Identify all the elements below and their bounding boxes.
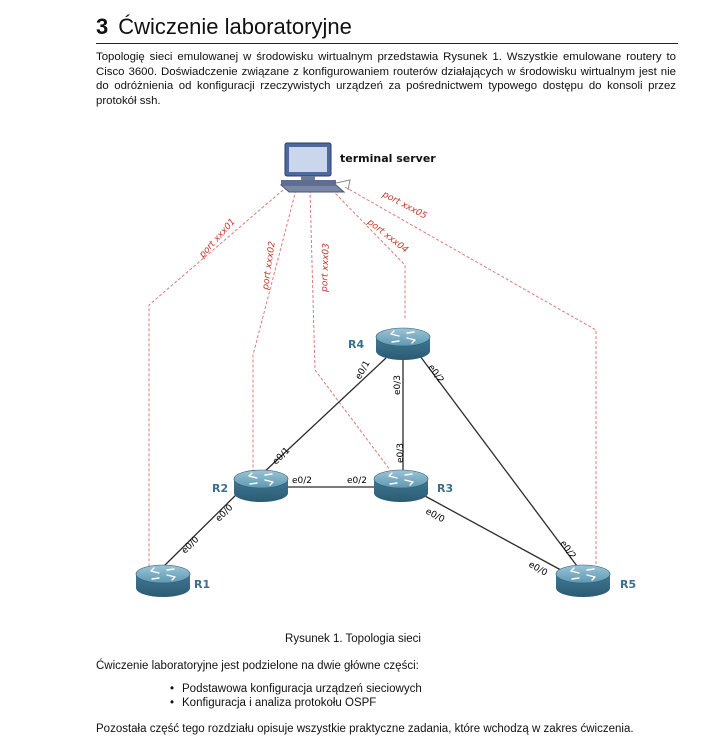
- link-r1-r2: [162, 486, 245, 568]
- router-r5-label: R5: [620, 578, 637, 591]
- router-r3-label: R3: [437, 482, 454, 495]
- parts-list: [168, 682, 422, 710]
- section-title: Ćwiczenie laboratoryjne: [118, 14, 352, 39]
- port-label-04: port xxx04: [365, 217, 410, 256]
- section-number: 3: [96, 14, 109, 39]
- router-r4-label: R4: [348, 338, 365, 351]
- section-heading: [96, 14, 678, 44]
- intro-paragraph: Topologię sieci emulowanej w środowisku wirtualnym przedstawia Rysunek 1. Wszystkie emulowane routery to Cisco 3600. Doświadczenie związane z konfigurowaniem routerów działających w środowisku wirtualnym jest nie do odróżnienia od konfiguracji rzeczywistych urządzeń za pośrednictwem typowego dostępu do konsoli przez protokół ssh.: [96, 51, 676, 107]
- router-r5-icon: [556, 565, 610, 597]
- if-label-r3-e00: e0/0: [423, 506, 446, 526]
- link-r4-r5: [420, 356, 580, 570]
- closing-paragraph: Pozostała część tego rozdziału opisuje wszystkie praktyczne zadania, które wchodzą w zakres ćwiczenia.: [96, 723, 634, 735]
- console-line-r2: [253, 190, 296, 475]
- if-label-r2-e00: e0/0: [214, 502, 236, 525]
- if-label-r1-e00: e0/0: [180, 534, 202, 557]
- if-label-r2-e01: e0/1: [271, 445, 293, 468]
- if-label-r2-e02: e0/2: [292, 476, 313, 486]
- port-label-02: port xxx02: [261, 240, 278, 291]
- link-r3-r5: [425, 496, 570, 575]
- console-line-r4: [332, 190, 405, 320]
- figure-caption: Rysunek 1. Topologia sieci: [285, 633, 421, 645]
- if-label-r3-e03: e0/3: [396, 442, 406, 463]
- if-label-r4-e03: e0/3: [393, 374, 403, 395]
- network-topology-figure: [0, 130, 706, 610]
- parts-intro: Ćwiczenie laboratoryjne jest podzielone na dwie główne części:: [96, 660, 419, 672]
- router-r4-icon: [376, 328, 430, 360]
- if-label-r3-e02: e0/2: [347, 476, 368, 486]
- list-item: • Konfiguracja i analiza protokołu OSPF: [168, 696, 422, 710]
- if-label-r5-e00: e0/0: [526, 559, 549, 579]
- router-r1-icon: [136, 565, 190, 597]
- router-r2-icon: [234, 470, 288, 502]
- if-label-r4-e01: e0/1: [353, 359, 373, 382]
- terminal-server-label: terminal server: [340, 152, 436, 165]
- console-line-r5: [345, 187, 596, 570]
- router-r2-label: R2: [212, 482, 229, 495]
- if-label-r5-e02: e0/2: [557, 538, 578, 562]
- terminal-server-icon: [281, 143, 350, 192]
- network-links: [162, 356, 580, 575]
- list-item: • Podstawowa konfiguracja urządzeń sieciowych: [168, 682, 422, 696]
- router-r3-icon: [374, 470, 428, 502]
- port-label-01: port xxx01: [197, 217, 238, 261]
- port-label-05: port xxx05: [380, 189, 429, 222]
- port-label-03: port xxx03: [320, 243, 332, 293]
- if-label-r4-e02: e0/2: [425, 362, 446, 386]
- router-r1-label: R1: [194, 578, 211, 591]
